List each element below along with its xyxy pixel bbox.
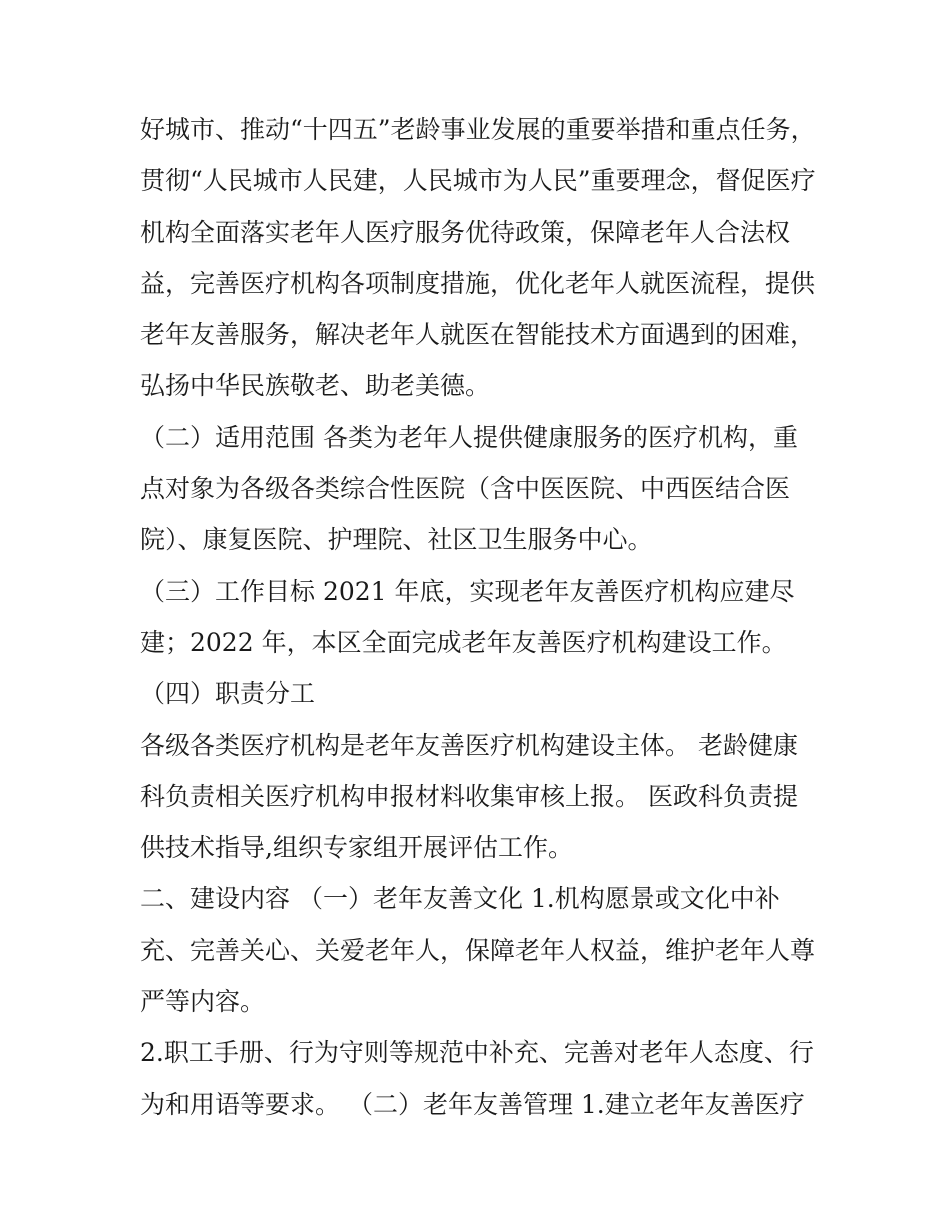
- text-line: 为和用语等要求。 （二）老年友善管理 1.建立老年友善医疗: [140, 1089, 805, 1119]
- text-line: 弘扬中华民族敬老、助老美德。: [140, 371, 491, 401]
- text-line: 二、建设内容 （一）老年友善文化 1.机构愿景或文化中补: [140, 884, 780, 914]
- text-line: 各级各类医疗机构是老年友善医疗机构建设主体。 老龄健康: [140, 730, 798, 760]
- section-heading: （四）职责分工: [140, 679, 316, 709]
- body-text: [140, 104, 820, 1130]
- text-line: 院）、康复医院、护理院、社区卫生服务中心。: [140, 525, 653, 555]
- text-line: 科负责相关医疗机构申报材料收集审核上报。 医政科负责提: [140, 781, 798, 811]
- text-line: 供技术指导,组织专家组开展评估工作。: [140, 833, 573, 863]
- text-line: 机构全面落实老年人医疗服务优待政策，保障老年人合法权: [140, 217, 791, 247]
- text-line: 建；2022 年，本区全面完成老年友善医疗机构建设工作。: [140, 627, 787, 657]
- text-line: 老年友善服务，解决老年人就医在智能技术方面遇到的困难，: [140, 320, 816, 350]
- text-line: 益，完善医疗机构各项制度措施，优化老年人就医流程，提供: [140, 268, 816, 298]
- text-line: （三）工作目标 2021 年底，实现老年友善医疗机构应建尽: [140, 576, 795, 606]
- text-line: 点对象为各级各类综合性医院（含中医医院、中西医结合医: [140, 474, 791, 504]
- text-line: 严等内容。: [140, 987, 266, 1017]
- text-line: （二）适用范围 各类为老年人提供健康服务的医疗机构，重: [140, 422, 798, 452]
- text-line: 贯彻“人民城市人民建，人民城市为人民”重要理念，督促医疗: [140, 166, 816, 196]
- text-line: 好城市、推动“十四五”老龄事业发展的重要举措和重点任务，: [140, 115, 816, 144]
- text-line: 2.职工手册、行为守则等规范中补充、完善对老年人态度、行: [140, 1038, 814, 1068]
- text-line: 充、完善关心、关爱老年人，保障老年人权益，维护老年人尊: [140, 935, 816, 965]
